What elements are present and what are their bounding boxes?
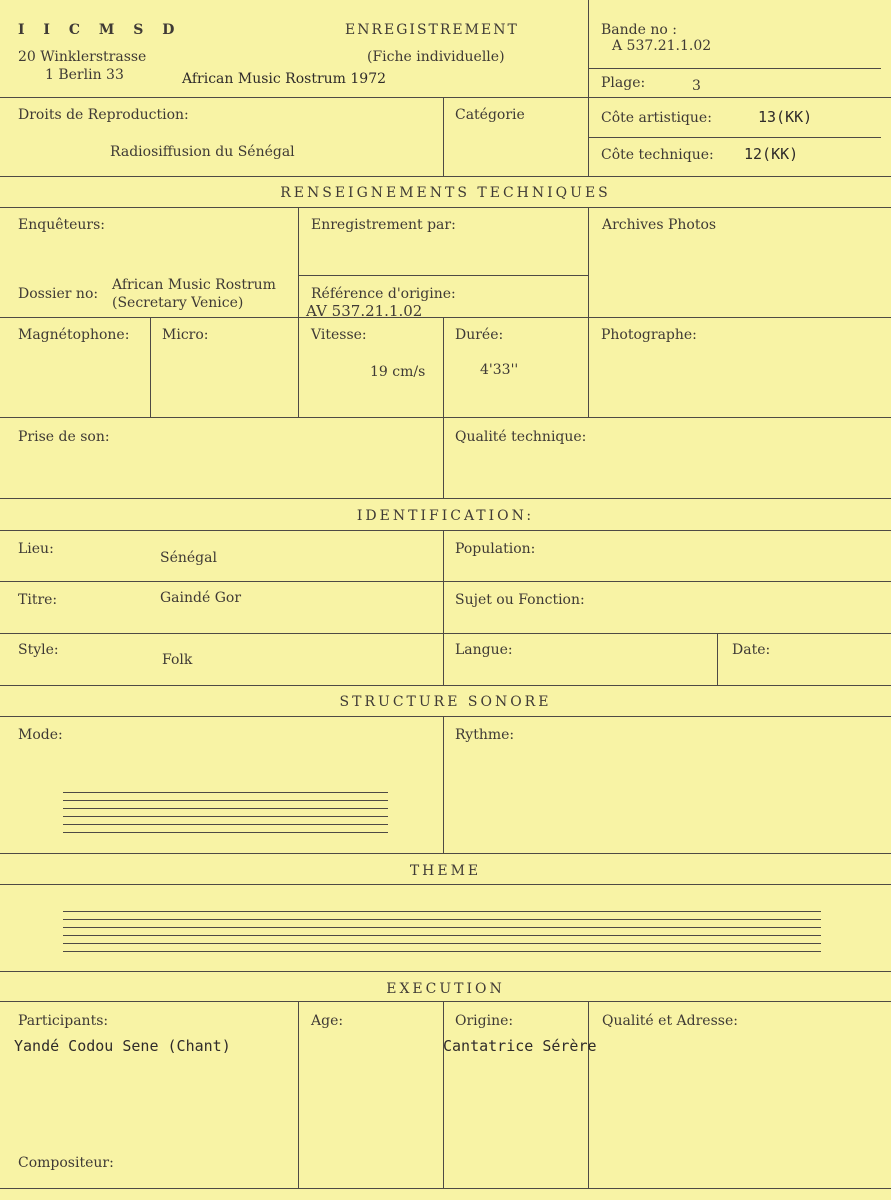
divider xyxy=(443,417,444,498)
plage-value: 3 xyxy=(692,78,701,94)
divider xyxy=(443,97,444,176)
event-name: African Music Rostrum 1972 xyxy=(182,71,387,87)
divider xyxy=(0,884,891,885)
divider xyxy=(588,137,881,138)
micro-label: Micro: xyxy=(162,327,209,343)
form-subtitle: (Fiche individuelle) xyxy=(367,49,505,65)
dossier-value-2: (Secretary Venice) xyxy=(112,295,244,311)
mode-rule xyxy=(63,832,388,833)
bande-label: Bande no : xyxy=(601,22,677,38)
langue-label: Langue: xyxy=(455,642,513,658)
divider xyxy=(0,581,891,582)
titre-label: Titre: xyxy=(18,592,58,608)
cote-artistique-label: Côte artistique: xyxy=(601,110,712,126)
theme-rule xyxy=(63,943,821,944)
divider xyxy=(0,633,891,634)
divider xyxy=(0,207,891,208)
divider xyxy=(0,1188,891,1189)
divider xyxy=(0,417,891,418)
dossier-label: Dossier no: xyxy=(18,286,99,302)
duree-value: 4'33'' xyxy=(480,362,519,378)
divider xyxy=(443,716,444,853)
section-execution: EXECUTION xyxy=(386,981,505,997)
vitesse-label: Vitesse: xyxy=(311,327,367,343)
droits-value: Radiosiffusion du Sénégal xyxy=(110,144,295,160)
divider xyxy=(0,530,891,531)
divider xyxy=(717,633,718,685)
age-label: Age: xyxy=(311,1013,344,1029)
archives-photos-label: Archives Photos xyxy=(602,217,717,233)
cote-technique-value: 12(KK) xyxy=(744,145,799,163)
section-technical: RENSEIGNEMENTS TECHNIQUES xyxy=(280,185,611,201)
style-label: Style: xyxy=(18,642,59,658)
enqueteurs-label: Enquêteurs: xyxy=(18,217,106,233)
qualite-adresse-label: Qualité et Adresse: xyxy=(602,1013,738,1029)
mode-rule xyxy=(63,808,388,809)
mode-rule xyxy=(63,800,388,801)
date-label: Date: xyxy=(732,642,771,658)
droits-label: Droits de Reproduction: xyxy=(18,107,189,123)
qualite-technique-label: Qualité technique: xyxy=(455,429,587,445)
divider xyxy=(298,1001,299,1188)
divider xyxy=(298,207,299,417)
divider xyxy=(0,498,891,499)
divider xyxy=(588,207,589,417)
bande-value: A 537.21.1.02 xyxy=(612,38,712,54)
categorie-label: Catégorie xyxy=(455,107,525,123)
divider xyxy=(588,68,881,69)
participants-label: Participants: xyxy=(18,1013,109,1029)
divider xyxy=(588,1001,589,1188)
lieu-label: Lieu: xyxy=(18,541,54,557)
address-line-2: 1 Berlin 33 xyxy=(45,67,124,83)
divider xyxy=(0,97,891,98)
divider xyxy=(443,1001,444,1188)
theme-rule xyxy=(63,911,821,912)
magnetophone-label: Magnétophone: xyxy=(18,327,130,343)
divider xyxy=(0,176,891,177)
rythme-label: Rythme: xyxy=(455,727,515,743)
divider xyxy=(0,317,891,318)
cote-artistique-value: 13(KK) xyxy=(758,108,813,126)
plage-label: Plage: xyxy=(601,75,646,91)
reference-value: AV 537.21.1.02 xyxy=(306,302,423,320)
prise-de-son-label: Prise de son: xyxy=(18,429,110,445)
sujet-label: Sujet ou Fonction: xyxy=(455,592,585,608)
divider xyxy=(588,0,589,176)
lieu-value: Sénégal xyxy=(160,550,217,566)
mode-rule xyxy=(63,816,388,817)
style-value: Folk xyxy=(162,652,193,668)
divider xyxy=(0,685,891,686)
participants-value: Yandé Codou Sene (Chant) xyxy=(14,1037,231,1055)
photographe-label: Photographe: xyxy=(601,327,697,343)
divider xyxy=(0,1001,891,1002)
compositeur-label: Compositeur: xyxy=(18,1155,114,1171)
theme-rule xyxy=(63,927,821,928)
divider xyxy=(150,317,151,417)
theme-rule xyxy=(63,935,821,936)
cote-technique-label: Côte technique: xyxy=(601,147,714,163)
mode-label: Mode: xyxy=(18,727,63,743)
divider xyxy=(443,530,444,685)
duree-label: Durée: xyxy=(455,327,504,343)
mode-rule xyxy=(63,792,388,793)
section-theme: THEME xyxy=(409,863,482,879)
origine-value: Cantatrice Sérère xyxy=(443,1037,597,1055)
section-identification: IDENTIFICATION: xyxy=(356,508,535,524)
institution-logo: I I C M S D xyxy=(18,22,182,38)
divider xyxy=(0,971,891,972)
divider xyxy=(0,853,891,854)
dossier-value-1: African Music Rostrum xyxy=(112,277,276,293)
theme-rule xyxy=(63,919,821,920)
titre-value: Gaindé Gor xyxy=(160,590,242,606)
theme-rule xyxy=(63,951,821,952)
population-label: Population: xyxy=(455,541,536,557)
origine-label: Origine: xyxy=(455,1013,514,1029)
divider xyxy=(298,275,588,276)
form-title: ENREGISTREMENT xyxy=(345,22,519,38)
vitesse-value: 19 cm/s xyxy=(370,364,426,380)
divider xyxy=(443,317,444,417)
enregistrement-par-label: Enregistrement par: xyxy=(311,217,456,233)
section-structure: STRUCTURE SONORE xyxy=(339,694,552,710)
divider xyxy=(0,716,891,717)
mode-rule xyxy=(63,824,388,825)
address-line-1: 20 Winklerstrasse xyxy=(18,49,147,65)
reference-label: Référence d'origine: xyxy=(311,286,456,302)
